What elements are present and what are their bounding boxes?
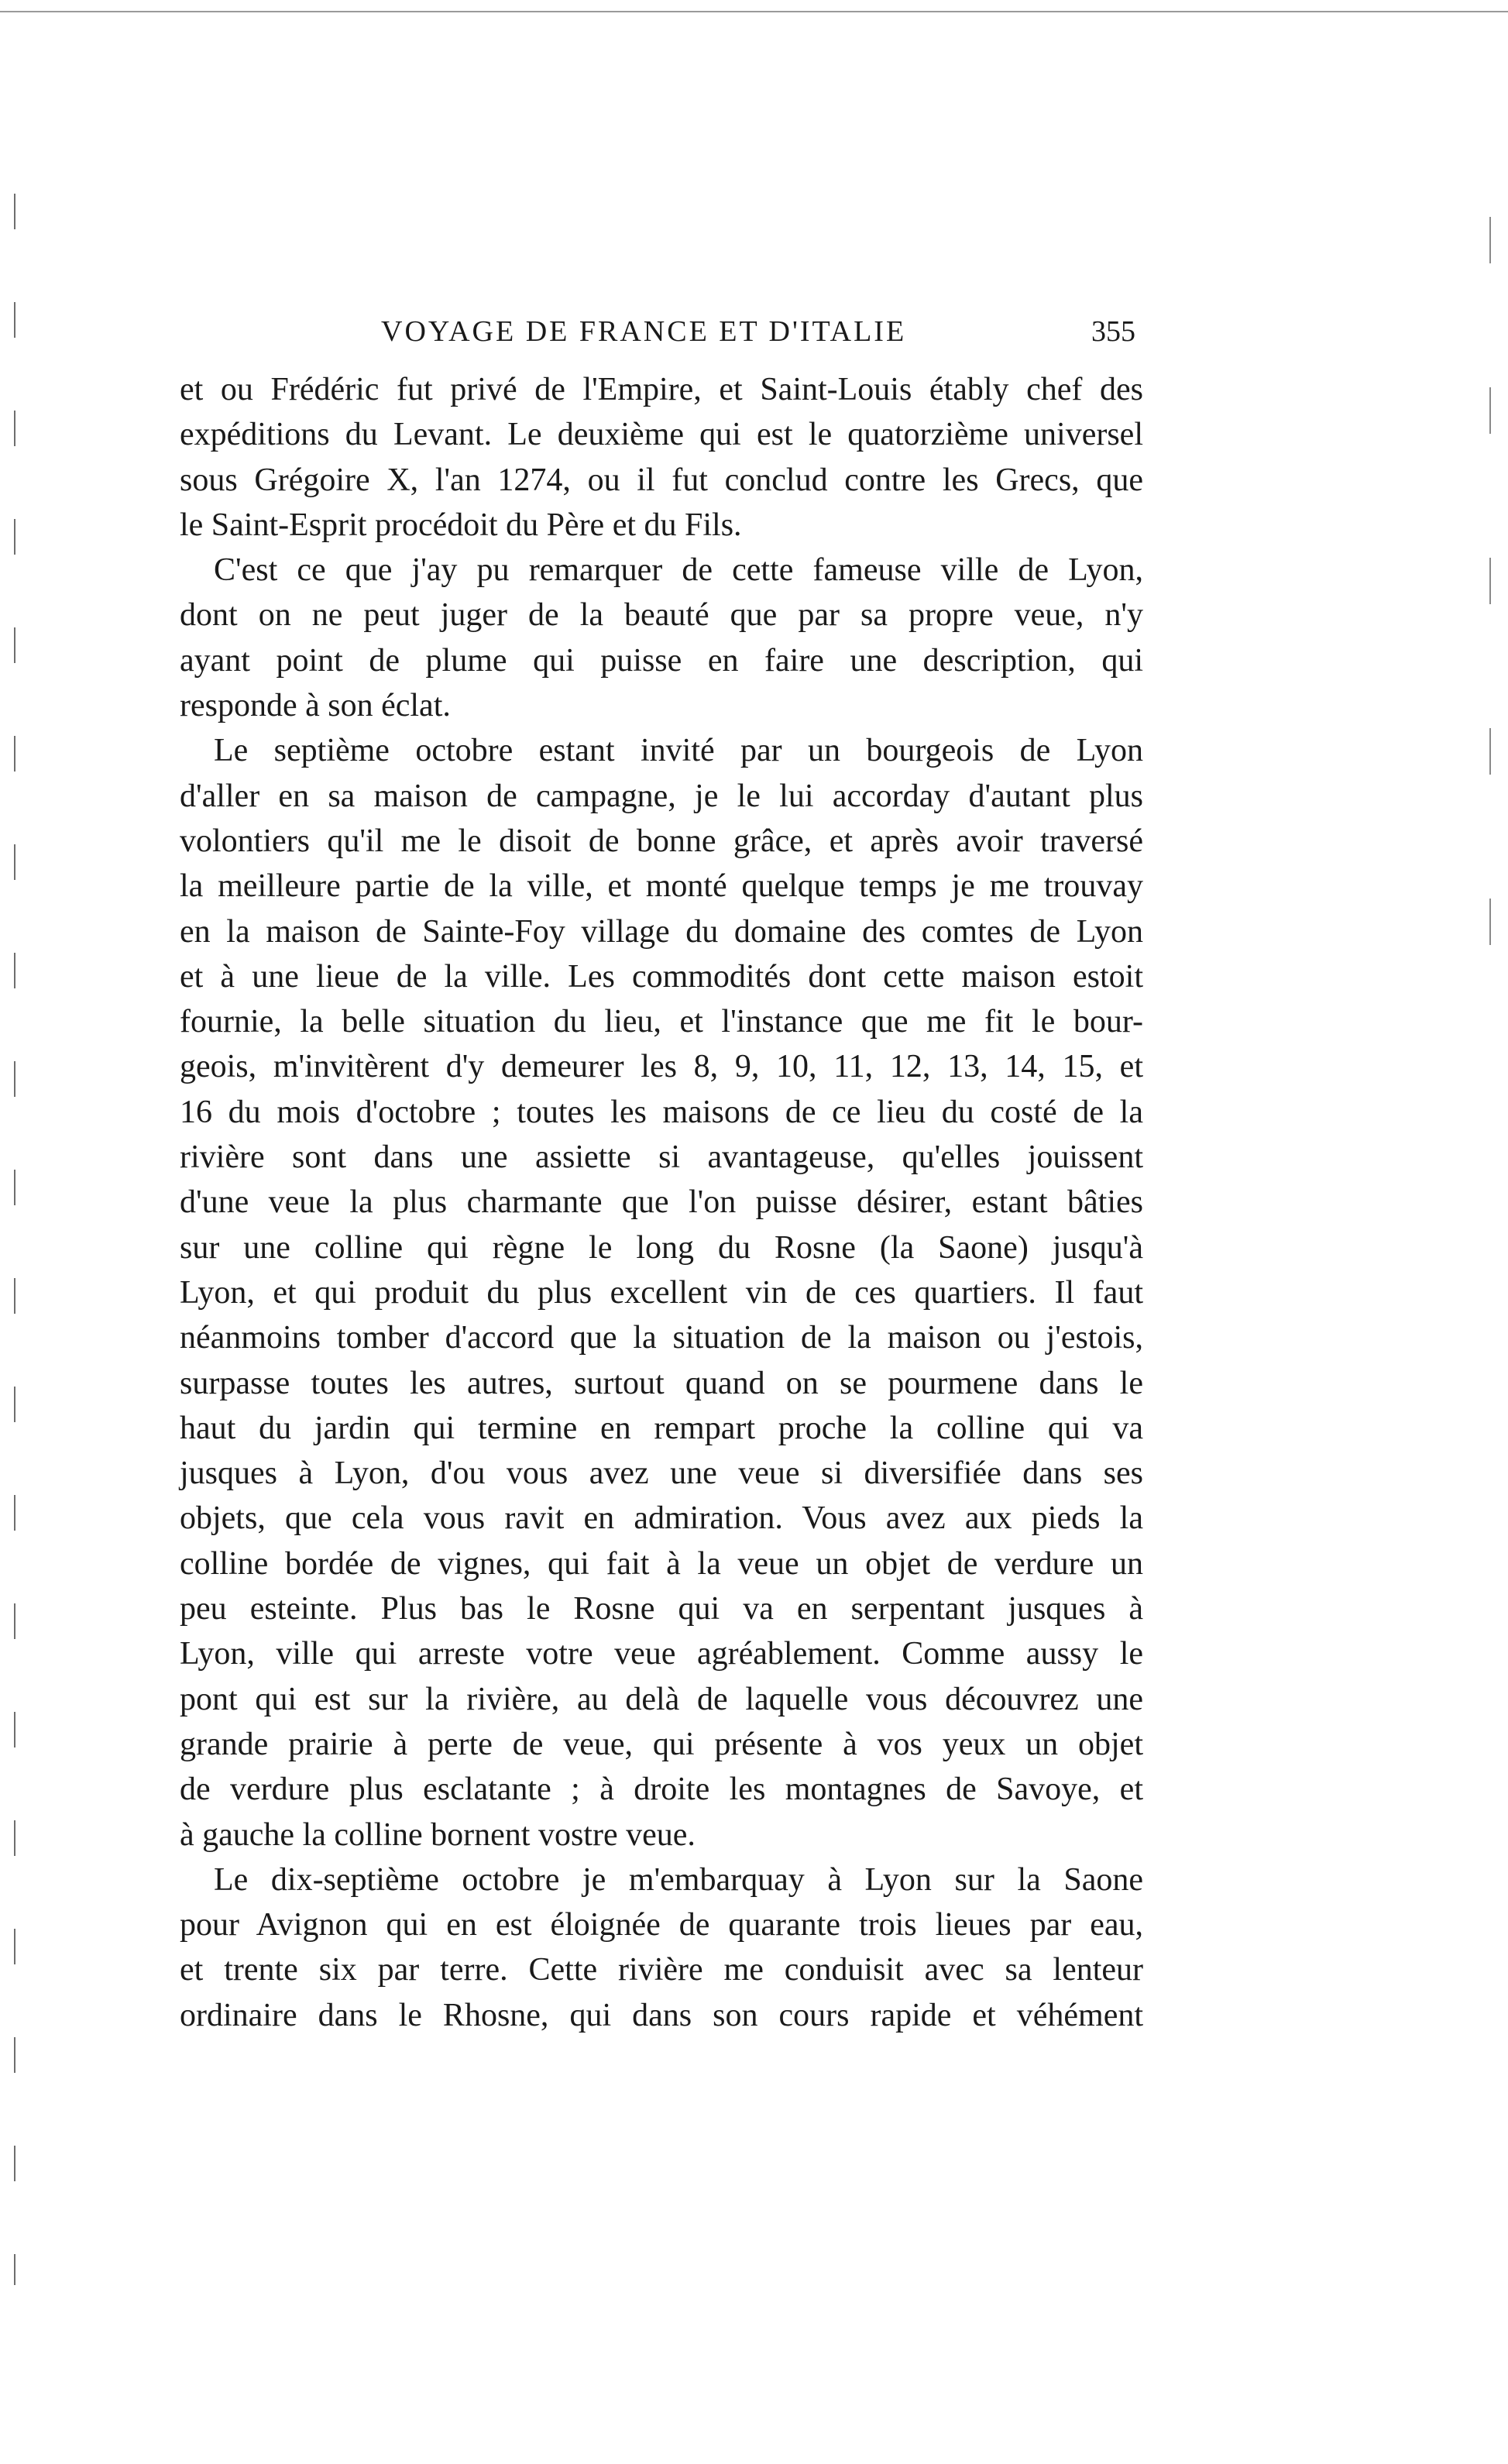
text-line: d'une veue la plus charmante que l'on puisse désirer, estant bâties bbox=[180, 1184, 1143, 1221]
text-line: en la maison de Sainte-Foy village du domaine des comtes de Lyon bbox=[180, 913, 1143, 950]
text-line: sous Grégoire X, l'an 1274, ou il fut conclud contre les Grecs, que bbox=[180, 462, 1143, 498]
text-line: fournie, la belle situation du lieu, et l'instance que me fit le bour- bbox=[180, 1004, 1143, 1040]
text-line: pont qui est sur la rivière, au delà de laquelle vous découvrez une bbox=[180, 1681, 1143, 1717]
text-line: grande prairie à perte de veue, qui présente à vos yeux un objet bbox=[180, 1726, 1143, 1762]
text-line: Le septième octobre estant invité par un bourgeois de Lyon bbox=[214, 733, 1143, 769]
scan-margin-rule-right bbox=[1489, 217, 1491, 1069]
text-line: la meilleure partie de la ville, et monté quelque temps je me trouvay bbox=[180, 868, 1143, 905]
text-line: haut du jardin qui termine en rempart proche la colline qui va bbox=[180, 1410, 1143, 1446]
page-header bbox=[186, 314, 1135, 353]
scan-edge-line bbox=[0, 11, 1508, 12]
running-title: VOYAGE DE FRANCE ET D'ITALIE bbox=[381, 315, 907, 348]
text-line: Le dix-septième octobre je m'embarquay à Lyon sur la Saone bbox=[214, 1861, 1143, 1898]
text-line: colline bordée de vignes, qui fait à la veue un objet de verdure un bbox=[180, 1545, 1143, 1582]
scan-margin-rule-left bbox=[14, 194, 15, 2285]
text-line: C'est ce que j'ay pu remarquer de cette fameuse ville de Lyon, bbox=[214, 552, 1143, 589]
text-line: et à une lieue de la ville. Les commodités dont cette maison estoit bbox=[180, 958, 1143, 995]
text-line: expéditions du Levant. Le deuxième qui est le quatorzième universel bbox=[180, 417, 1143, 453]
text-line: surpasse toutes les autres, surtout quand on se pourmene dans le bbox=[180, 1365, 1143, 1401]
text-line: ayant point de plume qui puisse en faire une description, qui bbox=[180, 642, 1143, 679]
text-line: sur une colline qui règne le long du Rosne (la Saone) jusqu'à bbox=[180, 1229, 1143, 1266]
text-line: et ou Frédéric fut privé de l'Empire, et Saint-Louis étably chef des bbox=[180, 372, 1143, 407]
text-line: responde à son éclat. bbox=[180, 688, 451, 724]
page-number: 355 bbox=[1091, 315, 1135, 348]
text-line: et trente six par terre. Cette rivière me conduisit avec sa lenteur bbox=[180, 1952, 1143, 1988]
text-line: rivière sont dans une assiette si avantageuse, qu'elles jouissent bbox=[180, 1139, 1143, 1176]
text-line: d'aller en sa maison de campagne, je le lui accorday d'autant plus bbox=[180, 778, 1143, 814]
text-line: pour Avignon qui en est éloignée de quarante trois lieues par eau, bbox=[180, 1907, 1143, 1943]
text-line: Lyon, et qui produit du plus excellent vin de ces quartiers. Il faut bbox=[180, 1274, 1143, 1311]
text-line: jusques à Lyon, d'ou vous avez une veue si diversifiée dans ses bbox=[180, 1455, 1143, 1492]
text-line: geois, m'invitèrent d'y demeurer les 8, 9, 10, 11, 12, 13, 14, 15, et bbox=[180, 1049, 1143, 1085]
text-line: objets, que cela vous ravit en admiration. Vous avez aux pieds la bbox=[180, 1500, 1143, 1537]
text-line: ordinaire dans le Rhosne, qui dans son cours rapide et véhément bbox=[180, 1997, 1143, 2033]
text-line: Lyon, ville qui arreste votre veue agréablement. Comme aussy le bbox=[180, 1636, 1143, 1672]
text-line: 16 du mois d'octobre ; toutes les maisons de ce lieu du costé de la bbox=[180, 1094, 1143, 1130]
body-text bbox=[180, 367, 1143, 2038]
text-line: volontiers qu'il me le disoit de bonne grâce, et après avoir traversé bbox=[180, 823, 1143, 859]
text-line: à gauche la colline bornent vostre veue. bbox=[180, 1816, 696, 1853]
text-line: de verdure plus esclatante ; à droite les montagnes de Savoye, et bbox=[180, 1772, 1143, 1808]
text-line: peu esteinte. Plus bas le Rosne qui va en serpentant jusques à bbox=[180, 1591, 1143, 1627]
text-line: néanmoins tomber d'accord que la situation de la maison ou j'estois, bbox=[180, 1320, 1143, 1356]
text-line: dont on ne peut juger de la beauté que par sa propre veue, n'y bbox=[180, 597, 1143, 634]
text-line: le Saint-Esprit procédoit du Père et du Fils. bbox=[180, 507, 742, 543]
